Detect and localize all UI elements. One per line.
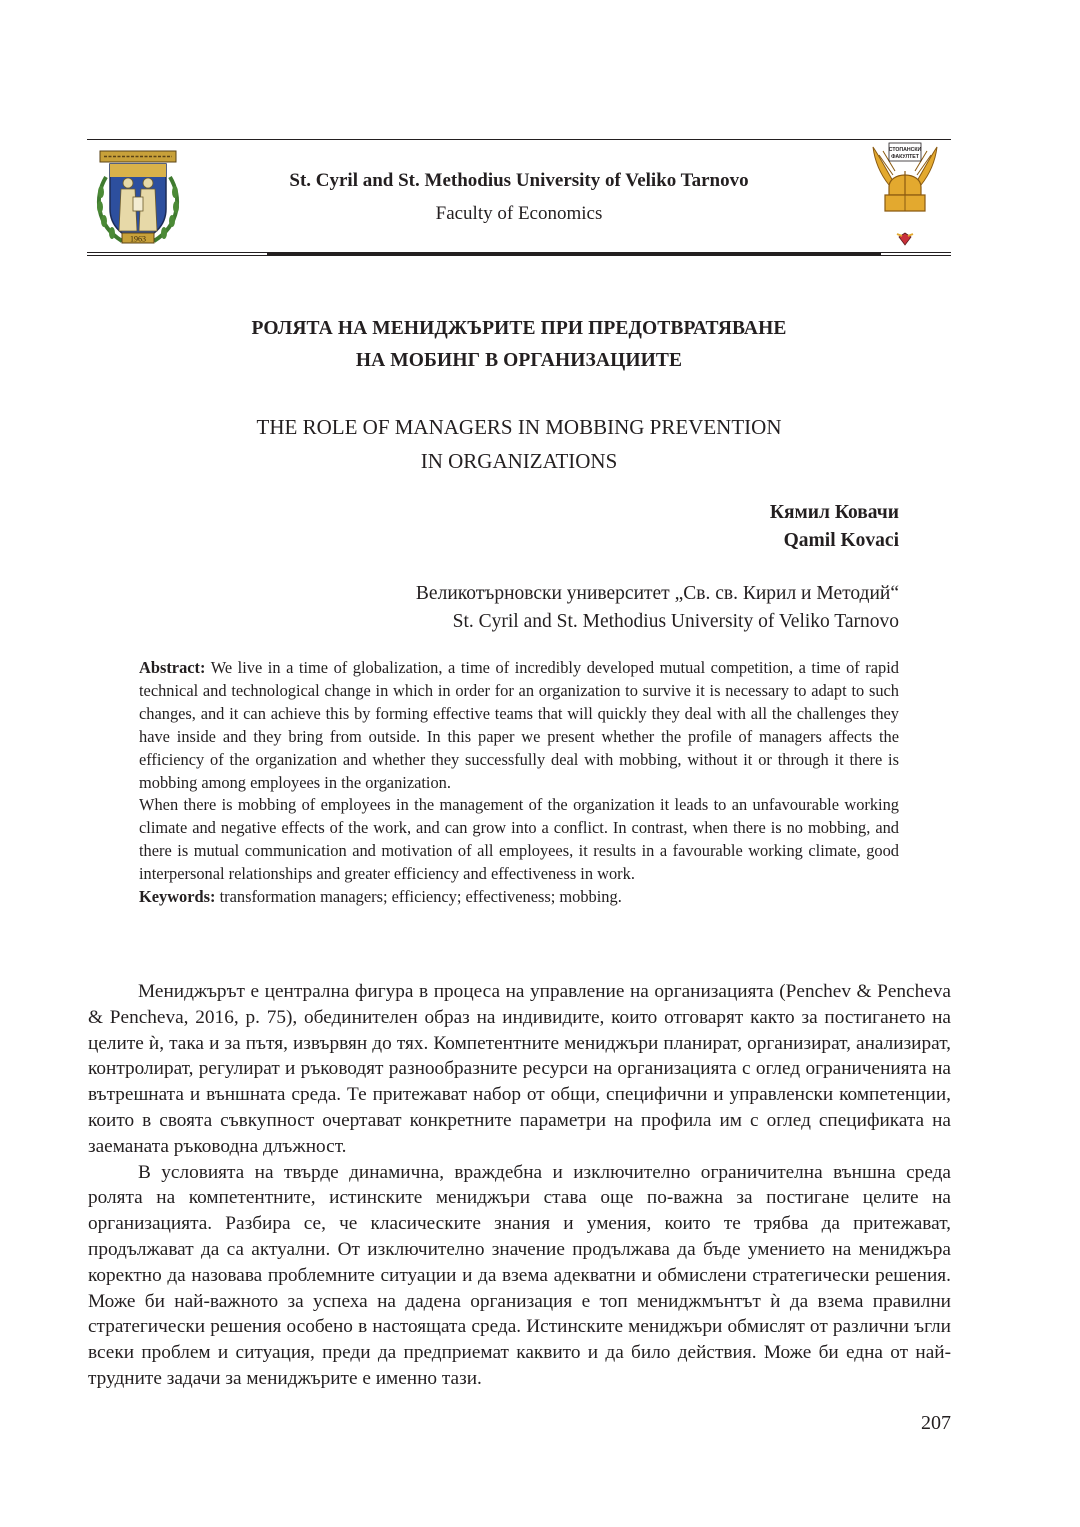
header-bottom-rule bbox=[87, 252, 951, 256]
abstract-para2: When there is mobbing of employees in the management of the organization it leads to an unfavourable working climate and negative effects of the work, and can grow into a conflict. In contrast, when there is no mobbing, and there is mutual communication and motivation of all employees, it results in a favourable working climate, good interpersonal relationships and greater efficiency and effectiveness in work. bbox=[139, 795, 899, 884]
abstract-text-1: We live in a time of globalization, a time of incredibly developed mutual competition, a time of rapid technical and technological change in which in order for an organization to survive it is necessary to adapt to such changes, and it can achieve this by forming effective teams that will quickly they deal with all the challenges they have inside and they bring from outside. In this paper we present whether the profile of managers affects the efficiency of the organization and whether they successfully deal with mobbing, without it or through it there is mobbing among employees in the organization. bbox=[139, 658, 899, 792]
title-bg-line1: РОЛЯТА НА МЕНИДЖЪРИТЕ ПРИ ПРЕДОТВРАТЯВАНЕ bbox=[251, 318, 787, 339]
authors bbox=[770, 499, 899, 555]
keywords bbox=[139, 886, 899, 909]
faculty-label-line1: СТОПАНСКИ bbox=[888, 147, 922, 153]
affiliation bbox=[416, 580, 899, 636]
abstract bbox=[139, 657, 899, 909]
affiliation-en: St. Cyril and St. Methodius University of Veliko Tarnovo bbox=[452, 611, 899, 632]
title-bulgarian bbox=[87, 313, 951, 377]
keywords-label: Keywords: bbox=[139, 887, 216, 907]
title-bg-line2: НА МОБИНГ В ОРГАНИЗАЦИИТЕ bbox=[355, 350, 683, 371]
body-paragraph-2: В условията на твърде динамична, враждебна и изключително ограничителна външна среда ролята на компетентните, истинските мениджъри става още по-важна за постигане целите на организацията. Разбира се, че класическите знания и умения, които те трябва да притежават, продължават да са актуални. От изключително значение продължава да бъде умението на мениджъра коректно да назовава проблемните ситуации и да взема адекватни и обмислени стратегически решения. Може би най-важното за успеха на дадена организация е топ мениджмънтът ѝ да взема правилни стратегически решения особено в настоящата среда. Истинските мениджъри обмислят от различни ъгли всеки проблем и ситуация, преди да предприемат каквито и да било действия. Може би една от най-трудните задачи за мениджърите е именно тази. bbox=[88, 1161, 951, 1389]
author-name-en: Qamil Kovaci bbox=[783, 530, 899, 551]
title-english bbox=[87, 410, 951, 478]
abstract-label: Abstract: bbox=[139, 658, 206, 677]
body-paragraph-1: Мениджърът е централна фигура в процеса на управление на организацията (Penchev & Pencheva & Pencheva, 2016, p. 75), обединителен образ на индивидите, които отговарят както за постигането на целите ѝ, така и за пътя, извървян до тях. Компетентните мениджъри планират, организират, анализират, контролират, регулират и ръководят разнообразните ресурси на организацията с оглед ограниченията на вътрешната и външната среда. Те притежават набор от общи, специфични и управленски компетенции, които в своята съвкупност очертават конкретните параметри на профила им с оглед спецификата на заеманата ръководна длъжност. bbox=[88, 981, 951, 1157]
faculty-label-line2: ФАКУЛТЕТ bbox=[891, 154, 919, 160]
affiliation-bg: Великотърновски университет „Св. св. Кирил и Методий“ bbox=[415, 583, 899, 604]
author-name-bg: Кямил Ковачи bbox=[769, 502, 899, 523]
title-en-line1: THE ROLE OF MANAGERS IN MOBBING PREVENTION bbox=[256, 415, 782, 439]
page-number: 207 bbox=[921, 1412, 951, 1434]
abstract-para1 bbox=[139, 657, 899, 794]
university-name: St. Cyril and St. Methodius University of Veliko Tarnovo bbox=[289, 170, 749, 191]
keywords-text: transformation managers; efficiency; effectiveness; mobbing. bbox=[219, 887, 622, 907]
page-header bbox=[87, 139, 951, 256]
university-crest-icon bbox=[92, 147, 184, 247]
header-top-rule bbox=[87, 139, 951, 140]
title-en-line2: IN ORGANIZATIONS bbox=[420, 449, 618, 473]
body-text bbox=[88, 979, 951, 1392]
faculty-name: Faculty of Economics bbox=[435, 203, 603, 224]
crest-year: 1963 bbox=[130, 234, 146, 244]
faculty-helmet-wings-icon bbox=[869, 141, 941, 251]
